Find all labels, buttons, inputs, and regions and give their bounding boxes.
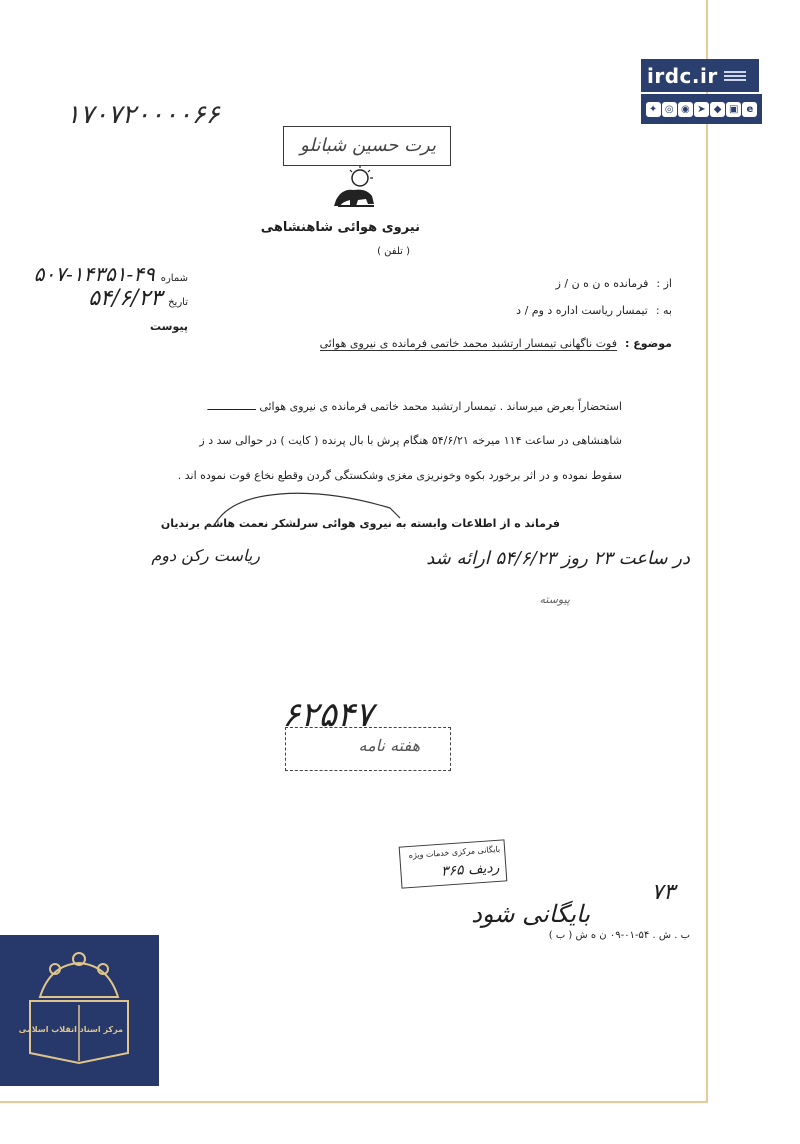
note-line: فرماند ه از اطلاعات وابسته به نیروی هوائی سرلشکر نعمت هاشم برندیان	[160, 517, 560, 530]
telegram-icon[interactable]: ➤	[694, 102, 709, 117]
org-logo-icon	[0, 935, 159, 1086]
archive-handwriting: بایگانی شود	[471, 900, 590, 928]
number-row	[34, 262, 188, 286]
archive-stamp	[399, 839, 508, 888]
dashed-box-stamp	[285, 727, 451, 771]
body-line-1: استحضاراً بعرض میرساند . تیمسار ارتشبد محمد خاتمی فرمانده ی نیروی هوائی ـــــــــــــــ	[207, 400, 622, 413]
org-name: نیروی هوائی شاهنشاهی	[260, 220, 420, 235]
subject-value: فوت ناگهانی تیمسار ارتشبد محمد خاتمی فرمانده ی نیروی هوائی	[319, 337, 618, 350]
signature-name: ریاست رکن دوم	[151, 546, 260, 565]
body-line-2: شاهنشاهی در ساعت ۱۱۴ میرخه ۵۴/۶/۲۱ هنگام پرش با بال پرنده ( کایت ) در حوالی سد د ز	[199, 434, 622, 447]
name-stamp-text: یرت حسین شبانلو	[300, 135, 436, 156]
twitter-icon[interactable]: ✦	[646, 102, 661, 117]
subject-row	[320, 337, 672, 351]
body-line-3: سقوط نموده و در اثر برخورد بکوه وخونریزی مغزی وشکستگی گردن وقطع نخاع فوت نموده اند .	[177, 469, 622, 482]
org-logo-text: مرکز اسناد انقلاب اسلامی	[18, 1025, 123, 1034]
to-value: تیمسار ریاست اداره د وم / د	[516, 304, 648, 317]
name-stamp	[283, 126, 451, 166]
small-note: پیوسته	[539, 593, 570, 606]
date-label: تاریخ	[168, 297, 188, 308]
date-value: ۵۴/۶/۲۳	[88, 286, 163, 311]
dashed-box-text: هفته نامه	[358, 736, 420, 755]
site-name: irdc.ir	[647, 63, 718, 88]
site-brand-bar[interactable]	[641, 59, 759, 92]
lion-sun-emblem-icon	[330, 166, 380, 212]
box-icon[interactable]: ◆	[710, 102, 725, 117]
from-row	[556, 277, 672, 290]
attachment-label: پیوست	[150, 320, 188, 333]
archive-number: ۷۳	[651, 880, 675, 905]
to-row	[516, 304, 672, 317]
to-label: به :	[655, 304, 672, 317]
from-label: از :	[656, 277, 672, 290]
brand-mini-lines	[724, 71, 746, 81]
archive-stamp-line-2: ردیف ۳۶۵	[440, 859, 500, 880]
aparat-icon[interactable]: ◉	[678, 102, 693, 117]
eitaa-icon[interactable]: e	[742, 102, 757, 117]
org-logo-block	[0, 935, 159, 1086]
subject-label: موضوع :	[625, 337, 672, 350]
instagram-icon[interactable]: ◎	[662, 102, 677, 117]
phone-label: ( تلفن )	[377, 246, 410, 257]
social-icons-row	[641, 94, 762, 124]
film-icon[interactable]: ▣	[726, 102, 741, 117]
footer-code: ب . ش . ۵۴-۰۱-۰۹ ن ه ش ( ب )	[548, 930, 690, 941]
big-number: ۶۲۵۴۷	[282, 695, 374, 735]
archive-stamp-line-1: بایگانی مرکزی خدمات ویژه	[408, 844, 501, 861]
number-label: شماره	[160, 273, 188, 284]
serial-number: ۱۷۰۷۲۰۰۰۰۶۶	[66, 100, 220, 130]
date-row	[88, 286, 188, 311]
margin-note: در ساعت ۲۳ روز ۵۴/۶/۲۳ ارائه شد	[426, 548, 690, 569]
from-value: فرمانده ه ن ه ن / ز	[555, 277, 649, 290]
number-value: ۵۰۷-۱۴۳۵۱-۴۹	[33, 262, 155, 286]
